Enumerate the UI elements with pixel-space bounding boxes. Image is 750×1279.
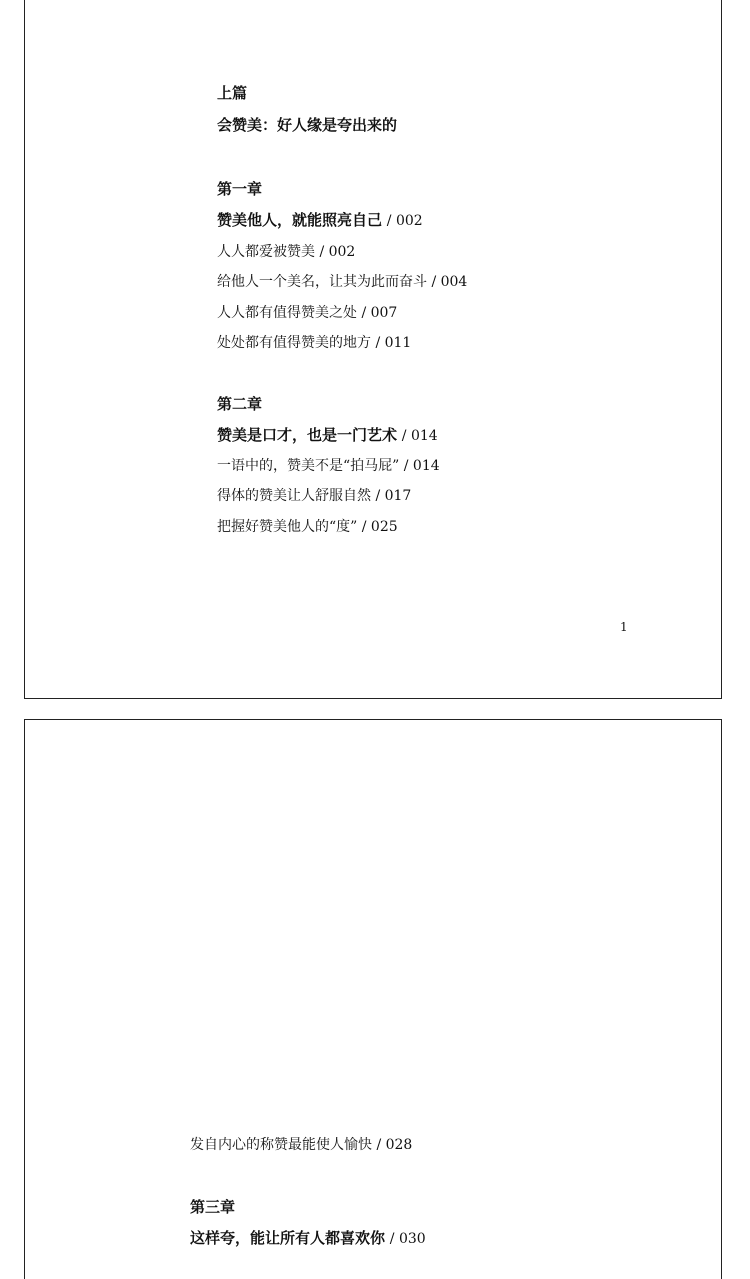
chapter-label: 第二章: [217, 395, 263, 413]
chapter-label: 第三章: [190, 1198, 236, 1216]
toc-section-entry: 处处都有值得赞美的地方 / 011: [217, 335, 412, 351]
chapter-title: 这样夸，能让所有人都喜欢你: [190, 1229, 386, 1247]
toc-section-entry: 给他人一个美名，让其为此而奋斗 / 004: [217, 274, 468, 290]
toc-section-entry: 发自内心的称赞最能使人愉快 / 028: [190, 1137, 413, 1153]
page-number: 1: [620, 620, 628, 634]
chapter-title-line: [217, 209, 423, 230]
toc-section-entry: 人人都爱被赞美 / 002: [217, 244, 356, 260]
chapter-page-ref: / 030: [389, 1231, 426, 1247]
chapter-title: 赞美是口才，也是一门艺术: [217, 426, 398, 444]
toc-section-entry: 得体的赞美让人舒服自然 / 017: [217, 488, 412, 504]
chapter-title-line: [190, 1227, 426, 1248]
document-page-2: [24, 719, 722, 1279]
part-label: 上篇: [217, 84, 248, 102]
toc-section-entry: 一语中的，赞美不是“拍马屁” / 014: [217, 458, 440, 474]
chapter-title-line: [217, 424, 438, 445]
chapter-page-ref: / 002: [386, 213, 423, 229]
chapter-label: 第一章: [217, 180, 263, 198]
chapter-title: 赞美他人，就能照亮自己: [217, 211, 383, 229]
document-page-1: [24, 0, 722, 699]
part-title: 会赞美：好人缘是夸出来的: [217, 116, 398, 134]
chapter-page-ref: / 014: [401, 428, 438, 444]
toc-section-entry: 人人都有值得赞美之处 / 007: [217, 305, 398, 321]
toc-section-entry: 把握好赞美他人的“度” / 025: [217, 519, 398, 535]
